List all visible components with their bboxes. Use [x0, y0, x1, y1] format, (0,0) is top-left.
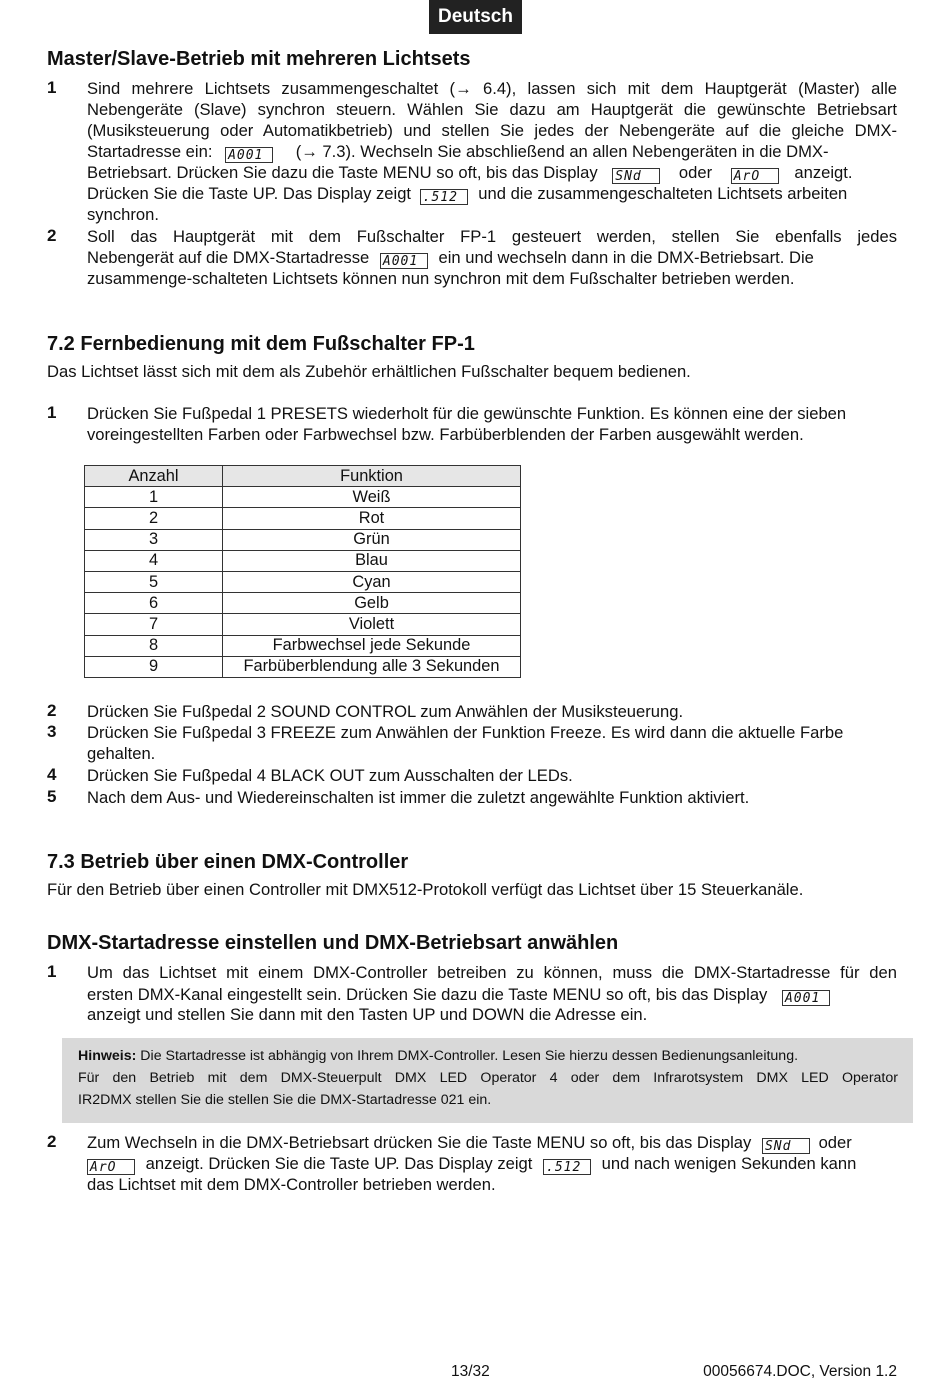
paragraph-line: Drücken Sie Fußpedal 3 FREEZE zum Anwählen der Funktion Freeze. Es wird dann die aktuelle Farbe — [87, 723, 844, 742]
language-badge: Deutsch — [429, 0, 522, 34]
note-label: Hinweis: — [78, 1048, 137, 1064]
lcd-display-snd: SNd — [612, 168, 660, 184]
paragraph-line — [87, 141, 897, 163]
item-number: 1 — [47, 78, 57, 97]
table-cell: Grün — [223, 529, 521, 550]
text-fragment: Drücken Sie die Taste UP. Das Display zeigt — [87, 184, 412, 203]
item-number: 2 — [47, 1132, 57, 1151]
section-intro: Für den Betrieb über einen Controller mit DMX512-Protokoll verfügt das Lichtset über 15 Steuerkanäle. — [47, 880, 804, 899]
text-fragment: anzeigt. Drücken Sie die Taste UP. Das Display zeigt — [145, 1154, 533, 1173]
table-cell: Cyan — [223, 571, 521, 592]
table-cell: Weiß — [223, 487, 521, 508]
table-cell: 1 — [85, 487, 223, 508]
paragraph-line: Nebengeräte (Slave) synchron steuern. Wählen Sie dazu am Hauptgerät die gewünschte Betriebsart — [87, 100, 897, 119]
text-fragment: und die zusammengeschalteten Lichtsets arbeiten — [478, 184, 848, 203]
table-row — [85, 635, 521, 656]
paragraph-line — [87, 1153, 897, 1175]
section-title-master-slave: Master/Slave-Betrieb mit mehreren Lichtsets — [47, 48, 471, 70]
note-line — [78, 1046, 898, 1067]
paragraph-line: Sind mehrere Lichtsets zusammengeschaltet (→ 6.4), lassen sich mit dem Hauptgerät (Master) alle — [87, 79, 897, 98]
paragraph-line: Soll das Hauptgerät mit dem Fußschalter FP-1 gesteuert werden, stellen Sie ebenfalls jedes — [87, 227, 897, 246]
preset-function-table — [84, 465, 521, 678]
table-row — [85, 508, 521, 529]
section-title-dmx-address: DMX-Startadresse einstellen und DMX-Betriebsart anwählen — [47, 932, 619, 954]
table-row — [85, 656, 521, 677]
paragraph-line: gehalten. — [87, 744, 156, 763]
lcd-display-aro: ArO — [731, 168, 779, 184]
lcd-display-addr: A001 — [380, 253, 428, 269]
text-fragment: Betriebsart. Drücken Sie dazu die Taste MENU so oft, bis das Display — [87, 163, 598, 182]
paragraph-line: Drücken Sie Fußpedal 4 BLACK OUT zum Ausschalten der LEDs. — [87, 766, 573, 785]
table-row — [85, 529, 521, 550]
lcd-display-addr: A001 — [782, 990, 830, 1006]
text-fragment: oder — [678, 163, 713, 182]
note-line: Für den Betrieb mit dem DMX-Steuerpult DMX LED Operator 4 oder dem Infrarotsystem DMX LED Operator — [78, 1070, 898, 1086]
paragraph-line: das Lichtset mit dem DMX-Controller betrieben werden. — [87, 1175, 496, 1194]
paragraph-line: Nach dem Aus- und Wiedereinschalten ist immer die zuletzt angewählte Funktion aktiviert. — [87, 788, 750, 807]
note-line: IR2DMX stellen Sie die stellen Sie die DMX-Startadresse 021 ein. — [78, 1092, 492, 1108]
table-row — [85, 614, 521, 635]
table-row — [85, 593, 521, 614]
note-text: Die Startadresse ist abhängig von Ihrem DMX-Controller. Lesen Sie hierzu dessen Bedienungsanleitung. — [140, 1048, 799, 1064]
paragraph-line: zusammenge-schalteten Lichtsets können nun synchron mit dem Fußschalter betrieben werden. — [87, 269, 795, 288]
text-fragment: anzeigt. — [794, 163, 853, 182]
paragraph-line: (Musiksteuerung oder Automatikbetrieb) und stellen Sie jedes der Nebengeräte auf die gleiche DMX- — [87, 121, 897, 140]
table-row — [85, 550, 521, 571]
section-title-footswitch: 7.2 Fernbedienung mit dem Fußschalter FP-1 — [47, 333, 475, 355]
table-cell: 7 — [85, 614, 223, 635]
table-row — [85, 487, 521, 508]
lcd-display-snd: SNd — [762, 1138, 810, 1154]
item-number: 5 — [47, 787, 57, 806]
text-fragment: ein und wechseln dann in die DMX-Betriebsart. Die — [438, 248, 814, 267]
section-intro: Das Lichtset lässt sich mit dem als Zubehör erhältlichen Fußschalter bequem bedienen. — [47, 362, 691, 381]
lcd-display-512: .512 — [420, 189, 468, 205]
table-cell: Gelb — [223, 593, 521, 614]
text-fragment: Nebengerät auf die DMX-Startadresse — [87, 248, 370, 267]
table-cell: Violett — [223, 614, 521, 635]
table-cell: Blau — [223, 550, 521, 571]
note-box — [62, 1038, 913, 1123]
item-number: 2 — [47, 226, 57, 245]
paragraph-line: voreingestellten Farben oder Farbwechsel bzw. Farbüberblenden der Farben ausgewählt werden. — [87, 425, 804, 444]
table-cell: 8 — [85, 635, 223, 656]
table-cell: 4 — [85, 550, 223, 571]
text-fragment: oder — [818, 1133, 852, 1152]
section-title-dmx-controller: 7.3 Betrieb über einen DMX-Controller — [47, 851, 409, 873]
item-number: 1 — [47, 403, 57, 422]
item-number: 4 — [47, 765, 57, 784]
table-cell: 6 — [85, 593, 223, 614]
table-cell: 9 — [85, 656, 223, 677]
paragraph-line: anzeigt und stellen Sie dann mit den Tasten UP und DOWN die Adresse ein. — [87, 1005, 648, 1024]
page-number: 13/32 — [451, 1363, 490, 1380]
table-cell: 3 — [85, 529, 223, 550]
paragraph-line: Drücken Sie Fußpedal 1 PRESETS wiederholt für die gewünschte Funktion. Es können eine der sieben — [87, 404, 847, 423]
document-version: 00056674.DOC, Version 1.2 — [703, 1363, 897, 1380]
lcd-display-aro: ArO — [87, 1159, 135, 1175]
table-cell: Farbwechsel jede Sekunde — [223, 635, 521, 656]
table-cell: 2 — [85, 508, 223, 529]
table-cell: Rot — [223, 508, 521, 529]
paragraph-line — [87, 247, 897, 269]
lcd-display-addr: A001 — [225, 147, 273, 163]
text-fragment: ersten DMX-Kanal eingestellt sein. Drücken Sie dazu die Taste MENU so oft, bis das Display — [87, 985, 768, 1004]
paragraph-line — [87, 162, 897, 184]
paragraph-line: Drücken Sie Fußpedal 2 SOUND CONTROL zum Anwählen der Musiksteuerung. — [87, 702, 684, 721]
table-header-anzahl: Anzahl — [85, 466, 223, 487]
lcd-display-512: .512 — [543, 1159, 591, 1175]
item-number: 1 — [47, 962, 57, 981]
table-header-funktion: Funktion — [223, 466, 521, 487]
paragraph-line: synchron. — [87, 205, 159, 224]
table-header-row — [85, 466, 521, 487]
text-fragment: Zum Wechseln in die DMX-Betriebsart drücken Sie die Taste MENU so oft, bis das Display — [87, 1133, 752, 1152]
item-number: 2 — [47, 701, 57, 720]
table-cell: Farbüberblendung alle 3 Sekunden — [223, 656, 521, 677]
table-cell: 5 — [85, 571, 223, 592]
paragraph-line: Um das Lichtset mit einem DMX-Controller betreiben zu können, muss die DMX-Startadresse für den — [87, 963, 897, 982]
text-fragment: (→ 7.3). Wechseln Sie abschließend an allen Nebengeräten in die DMX- — [295, 142, 829, 161]
paragraph-line — [87, 183, 897, 205]
text-fragment: Startadresse ein: — [87, 142, 213, 161]
table-row — [85, 571, 521, 592]
paragraph-line — [87, 984, 897, 1006]
item-number: 3 — [47, 722, 57, 741]
text-fragment: und nach wenigen Sekunden kann — [601, 1154, 857, 1173]
paragraph-line — [87, 1132, 897, 1154]
